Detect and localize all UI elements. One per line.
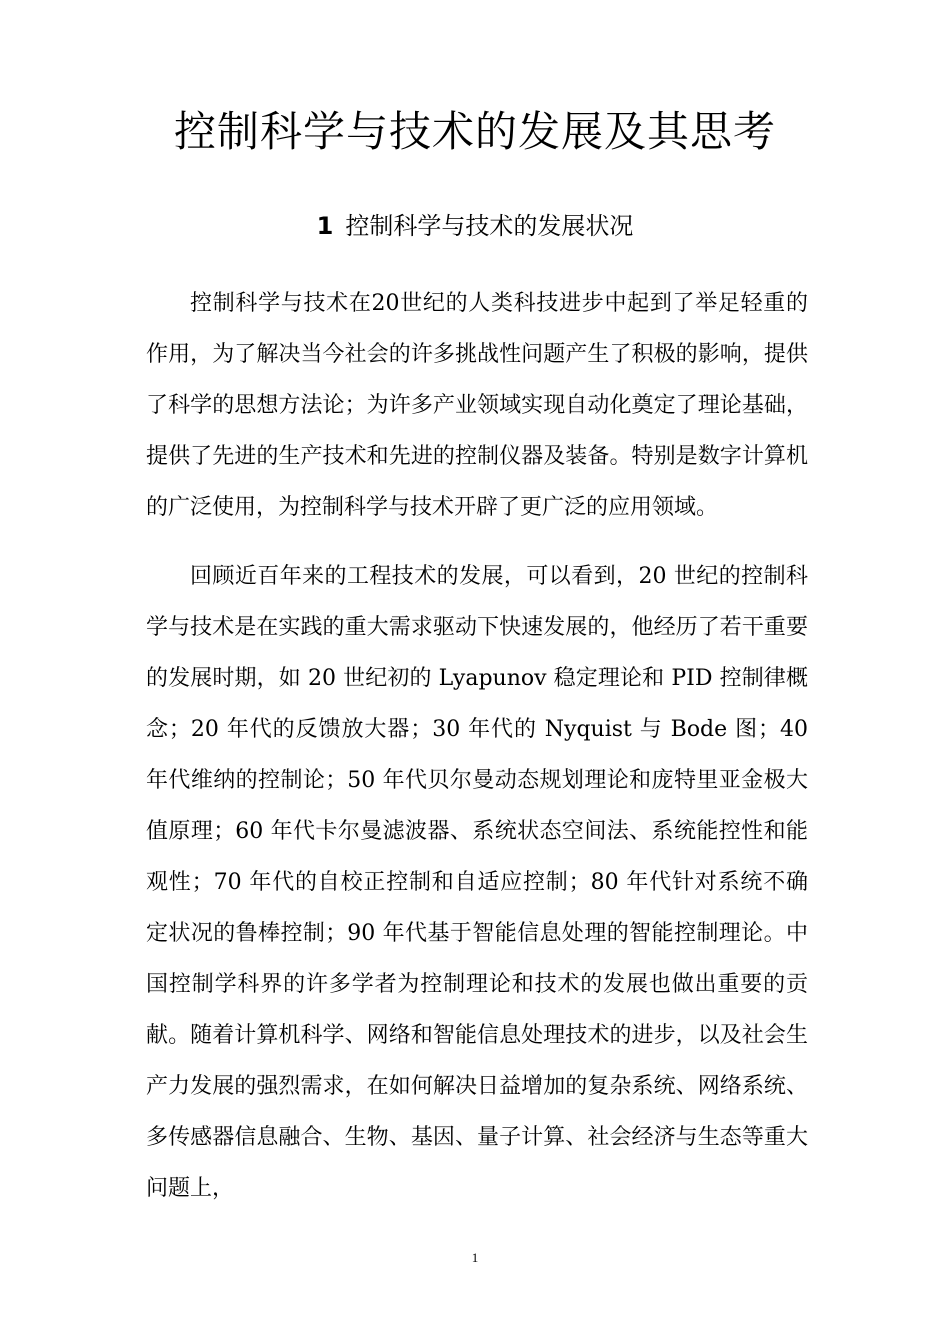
body-paragraph-2: 回顾近百年来的工程技术的发展，可以看到，20 世纪的控制科学与技术是在实践的重大需求驱动下快速发展的，他经历了若干重要的发展时期，如 20 世纪初的 Lyapunov 稳定理论和 PID 控制律概念；20 年代的反馈放大器；30 年代的 Nyquist 与 Bode 图；40 年代维纳的控制论；50 年代贝尔曼动态规划理论和庞特里亚金极大值原理；60 年代卡尔曼滤波器、系统状态空间法、系统能控性和能观性；70 年代的自校正控制和自适应控制；80 年代针对系统不确定状况的鲁棒控制；90 年代基于智能信息处理的智能控制理论。中国控制学科界的许多学者为控制理论和技术的发展也做出重要的贡献。随着计算机科学、网络和智能信息处理技术的进步，以及社会生产力发展的强烈需求，在如何解决日益增加的复杂系统、网络系统、多传感器信息融合、生物、基因、量子计算、社会经济与生态等重大问题上， [146, 564, 808, 1201]
body-paragraph-1: 控制科学与技术在20世纪的人类科技进步中起到了举足轻重的作用，为了解决当今社会的许多挑战性问题产生了积极的影响，提供了科学的思想方法论；为许多产业领域实现自动化奠定了理论基础，提供了先进的生产技术和先进的控制仪器及装备。特别是数字计算机的广泛使用，为控制科学与技术开辟了更广泛的应用领域。 [146, 291, 808, 520]
page-number: 1 [471, 1250, 479, 1265]
document-title: 控制科学与技术的发展及其思考 [173, 107, 776, 156]
section-heading [0, 206, 950, 246]
section-number: 1 [316, 212, 334, 240]
section-title: 控制科学与技术的发展状况 [345, 212, 634, 240]
